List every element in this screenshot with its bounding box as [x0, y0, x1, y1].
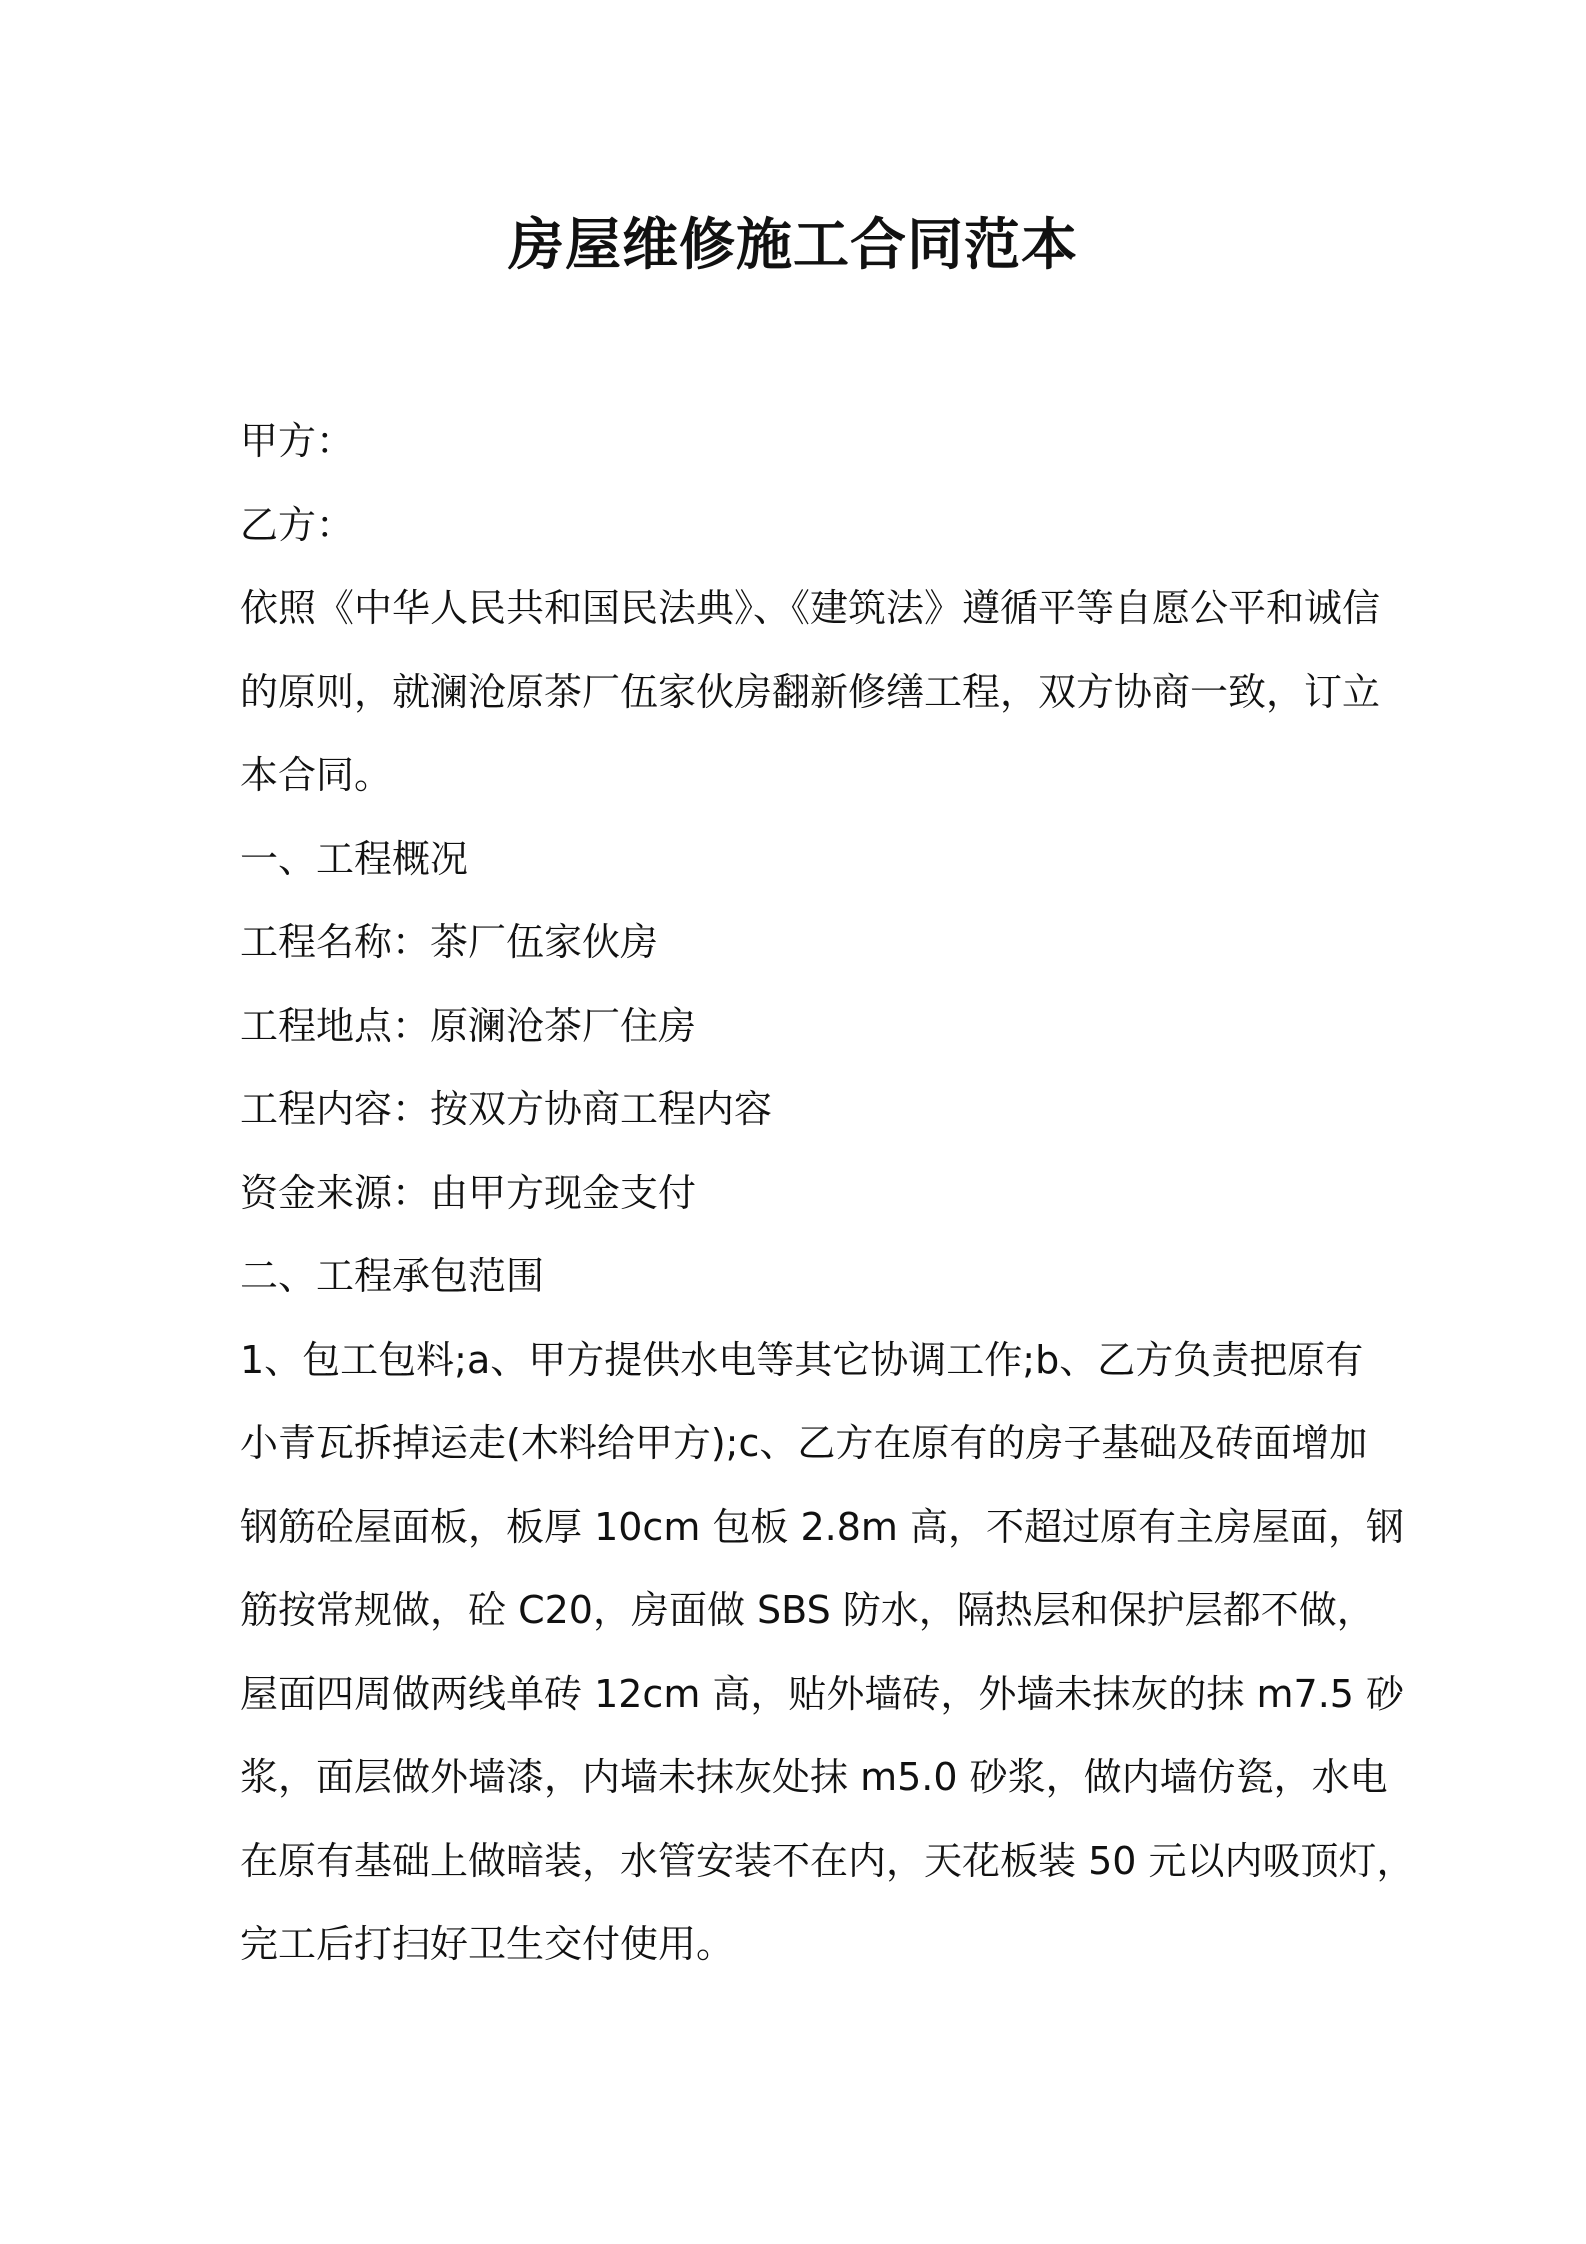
preamble-line: 的原则，就澜沧原茶厂伍家伙房翻新修缮工程，双方协商一致，订立 [240, 669, 1381, 714]
clause-line: 在原有基础上做暗装，水管安装不在内，天花板装 50 元以内吸顶灯， [240, 1838, 1415, 1883]
clause-line: 小青瓦拆掉运走(木料给甲方);c、乙方在原有的房子基础及砖面增加 [240, 1421, 1368, 1465]
section-heading-overview: 一、工程概况 [240, 836, 469, 881]
contract-body [240, 400, 1415, 1987]
party-a-line: 甲方： [240, 419, 355, 463]
section-heading-scope: 二、工程承包范围 [240, 1254, 545, 1298]
clause-line: 浆，面层做外墙漆，内墙未抹灰处抹 m5.0 砂浆，做内墙仿瓷，水电 [240, 1755, 1388, 1799]
project-content-line: 工程内容：按双方协商工程内容 [240, 1087, 773, 1131]
clause-line: 屋面四周做两线单砖 12cm 高，贴外墙砖，外墙未抹灰的抹 m7.5 砂 [240, 1671, 1405, 1716]
preamble-line: 本合同。 [240, 753, 393, 797]
clause-line: 钢筋砼屋面板，板厚 10cm 包板 2.8m 高，不超过原有主房屋面，钢 [240, 1504, 1405, 1549]
funding-source-line: 资金来源：由甲方现金支付 [240, 1170, 697, 1215]
clause-line: 筋按常规做，砼 C20，房面做 SBS 防水，隔热层和保护层都不做， [240, 1588, 1375, 1632]
party-b-line: 乙方： [240, 502, 355, 547]
project-location-line: 工程地点：原澜沧茶厂住房 [240, 1003, 697, 1048]
clause-line: 1、包工包料;a、甲方提供水电等其它协调工作;b、乙方负责把原有 [240, 1337, 1364, 1382]
clause-line: 完工后打扫好卫生交付使用。 [240, 1922, 735, 1966]
page-title: 房屋维修施工合同范本 [508, 213, 1078, 278]
project-name-line: 工程名称：茶厂伍家伙房 [240, 920, 659, 964]
preamble-line: 依照《中华人民共和国民法典》、《建筑法》遵循平等自愿公平和诚信 [240, 586, 1381, 630]
